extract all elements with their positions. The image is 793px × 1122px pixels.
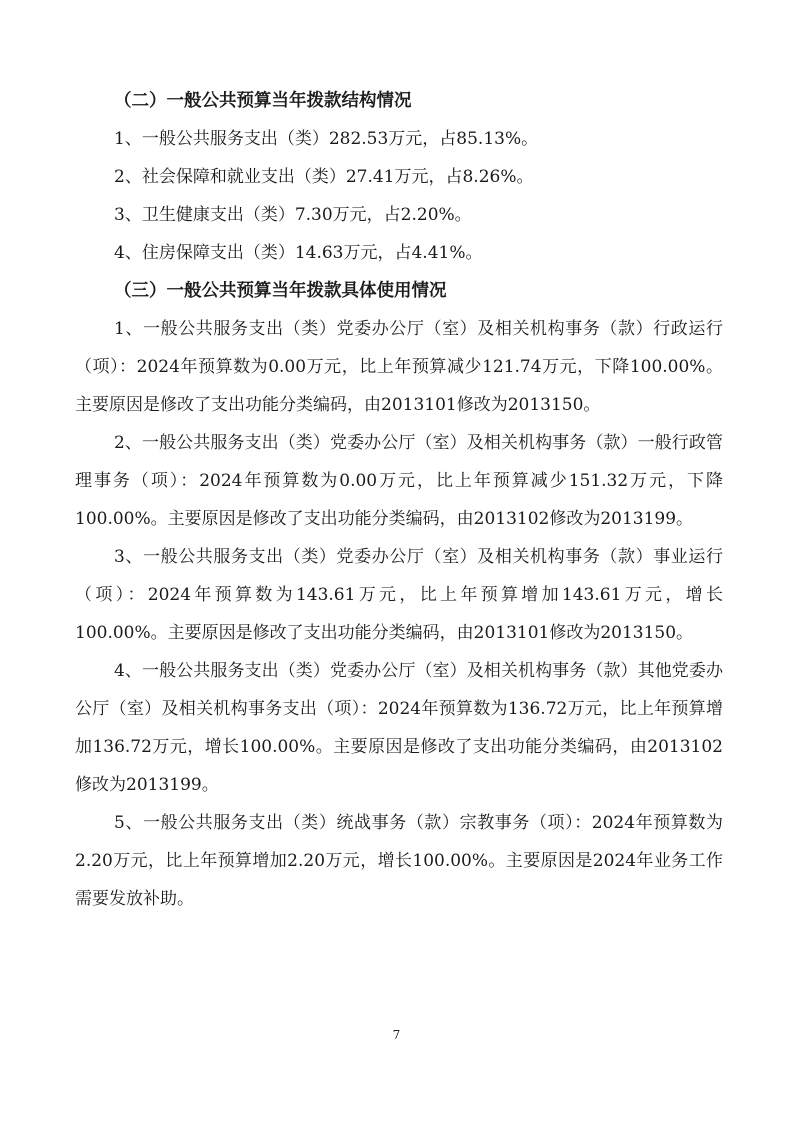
section-2-item-3: 3、卫生健康支出（类）7.30万元，占2.20%。 <box>114 205 472 225</box>
section-3-paragraph-1: 1、一般公共服务支出（类）党委办公厅（室）及相关机构事务（款）行政运行（项）：2024年预算数为0.00万元，比上年预算减少121.74万元，下降100.00%。主要原因是修改了支出功能分类编码，由2013101修改为2013150。 <box>75 319 723 415</box>
section-2-item-1: 1、一般公共服务支出（类）282.53万元，占85.13%。 <box>114 129 539 149</box>
section-2-item-2: 2、社会保障和就业支出（类）27.41万元，占8.26%。 <box>114 167 534 187</box>
section-3-paragraph-3: 3、一般公共服务支出（类）党委办公厅（室）及相关机构事务（款）事业运行（项）：2024年预算数为143.61万元，比上年预算增加143.61万元，增长100.00%。主要原因是修改了支出功能分类编码，由2013101修改为2013150。 <box>75 547 723 643</box>
section-3-heading: （三）一般公共预算当年拨款具体使用情况 <box>114 281 447 301</box>
section-3-paragraph-2: 2、一般公共服务支出（类）党委办公厅（室）及相关机构事务（款）一般行政管理事务（项）：2024年预算数为0.00万元，比上年预算减少151.32万元，下降100.00%。主要原因是修改了支出功能分类编码，由2013102修改为2013199。 <box>75 433 723 529</box>
page-number: 7 <box>392 1028 401 1042</box>
section-3-paragraph-4: 4、一般公共服务支出（类）党委办公厅（室）及相关机构事务（款）其他党委办公厅（室）及相关机构事务支出（项）：2024年预算数为136.72万元，比上年预算增加136.72万元，增长100.00%。主要原因是修改了支出功能分类编码，由2013102修改为2013199。 <box>75 661 723 795</box>
section-2-item-4: 4、住房保障支出（类）14.63万元，占4.41%。 <box>114 243 483 263</box>
section-2-heading: （二）一般公共预算当年拨款结构情况 <box>114 91 412 111</box>
section-3-paragraph-5: 5、一般公共服务支出（类）统战事务（款）宗教事务（项）：2024年预算数为2.20万元，比上年预算增加2.20万元，增长100.00%。主要原因是2024年业务工作需要发放补助。 <box>75 813 723 909</box>
page-content <box>75 82 723 918</box>
